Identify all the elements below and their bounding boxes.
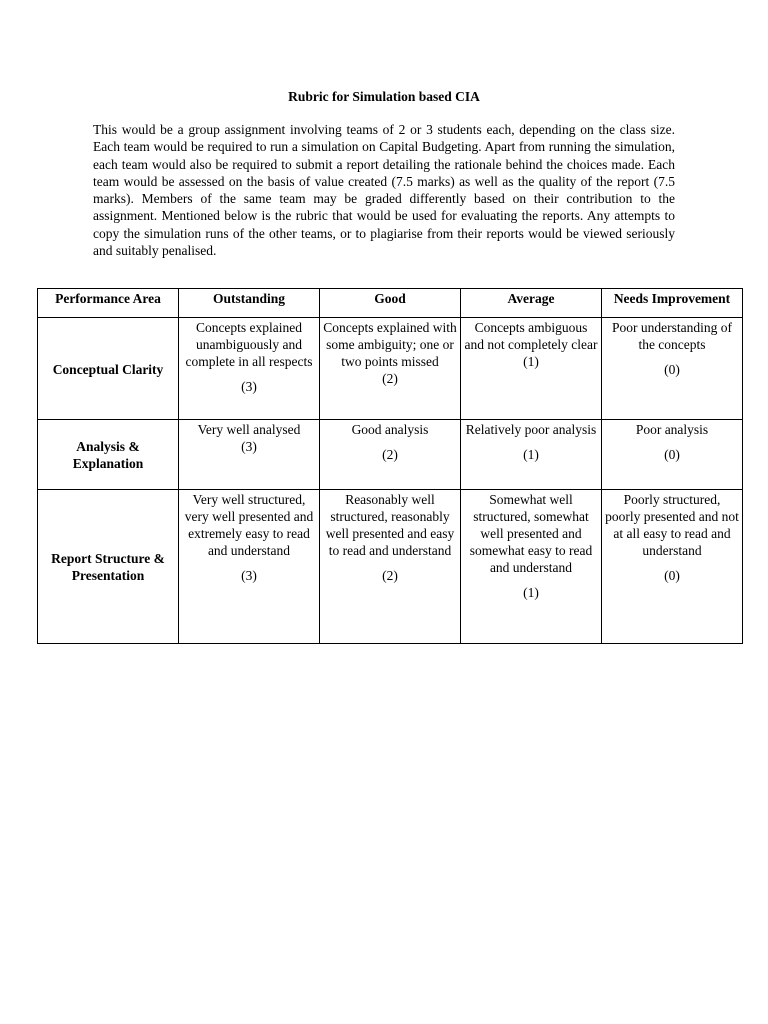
criterion-text: Good analysis <box>351 422 429 437</box>
score-label: (3) <box>241 439 257 454</box>
area-conceptual-clarity <box>38 318 179 420</box>
header-needs-improvement: Needs Improvement <box>602 289 743 318</box>
criterion-cell <box>320 420 461 490</box>
rubric-header <box>38 289 743 318</box>
criterion-cell <box>602 490 743 644</box>
area-report-structure <box>38 490 179 644</box>
header-good: Good <box>320 289 461 318</box>
area-label: Conceptual Clarity <box>52 361 164 377</box>
intro-paragraph: This would be a group assignment involving teams of 2 or 3 students each, depending on the class size. Each team would be required to run a simulation on Capital Budgeting. Apart from running the simulation, each team would also be required to submit a report detailing the rationale behind the choices made. Each team would be assessed on the basis of value created (7.5 marks) as well as the quality of the report (7.5 marks). Members of the same team may be graded differently based on their contribution to the assignment. Mentioned below is the rubric that would be used for evaluating the reports. Any attempts to copy the simulation runs of the other teams, or to plagiarise from their reports would be viewed seriously and suitably penalised. <box>93 122 675 259</box>
criterion-text: Relatively poor analysis <box>465 422 597 437</box>
score-label: (3) <box>241 379 257 394</box>
table-row <box>38 420 743 490</box>
criterion-text: Somewhat well structured, somewhat well presented and somewhat easy to read and understand <box>469 492 593 575</box>
area-label: Analysis & Explanation <box>72 439 144 471</box>
criterion-text: Very well analysed <box>197 422 301 437</box>
criterion-cell <box>320 318 461 420</box>
criterion-text: Very well structured, very well presented and extremely easy to read and understand <box>184 492 314 558</box>
score-label: (2) <box>382 371 398 386</box>
area-label: Report Structure & Presentation <box>51 551 165 583</box>
criterion-text: Poor understanding of the concepts <box>612 320 732 352</box>
criterion-cell <box>179 420 320 490</box>
score-label: (0) <box>664 362 680 377</box>
table-row <box>38 318 743 420</box>
document-title: Rubric for Simulation based CIA <box>288 89 480 104</box>
criterion-text: Concepts explained with some ambiguity; one or two points missed <box>323 320 457 369</box>
header-average: Average <box>461 289 602 318</box>
score-label: (2) <box>382 568 398 583</box>
criterion-cell <box>179 318 320 420</box>
criterion-cell <box>320 490 461 644</box>
header-performance-area: Performance Area <box>38 289 179 318</box>
score-label: (0) <box>664 568 680 583</box>
criterion-cell <box>179 490 320 644</box>
score-label: (3) <box>241 568 257 583</box>
rubric-table <box>37 288 743 644</box>
criterion-text: Concepts explained unambiguously and complete in all respects <box>185 320 313 369</box>
score-label: (1) <box>523 585 539 600</box>
table-row <box>38 490 743 644</box>
score-label: (2) <box>382 447 398 462</box>
criterion-cell <box>461 318 602 420</box>
score-label: (0) <box>664 447 680 462</box>
criterion-cell <box>461 420 602 490</box>
area-analysis-explanation <box>38 420 179 490</box>
criterion-cell <box>602 318 743 420</box>
criterion-cell <box>461 490 602 644</box>
criterion-text: Reasonably well structured, reasonably well presented and easy to read and understand <box>325 492 455 558</box>
criterion-text: Poorly structured, poorly presented and not at all easy to read and understand <box>605 492 739 558</box>
header-outstanding: Outstanding <box>179 289 320 318</box>
criterion-text: Concepts ambiguous and not completely clear <box>464 320 598 352</box>
criterion-cell <box>602 420 743 490</box>
header-row <box>38 289 743 318</box>
score-label: (1) <box>523 447 539 462</box>
criterion-text: Poor analysis <box>635 422 709 437</box>
score-label: (1) <box>523 354 539 369</box>
